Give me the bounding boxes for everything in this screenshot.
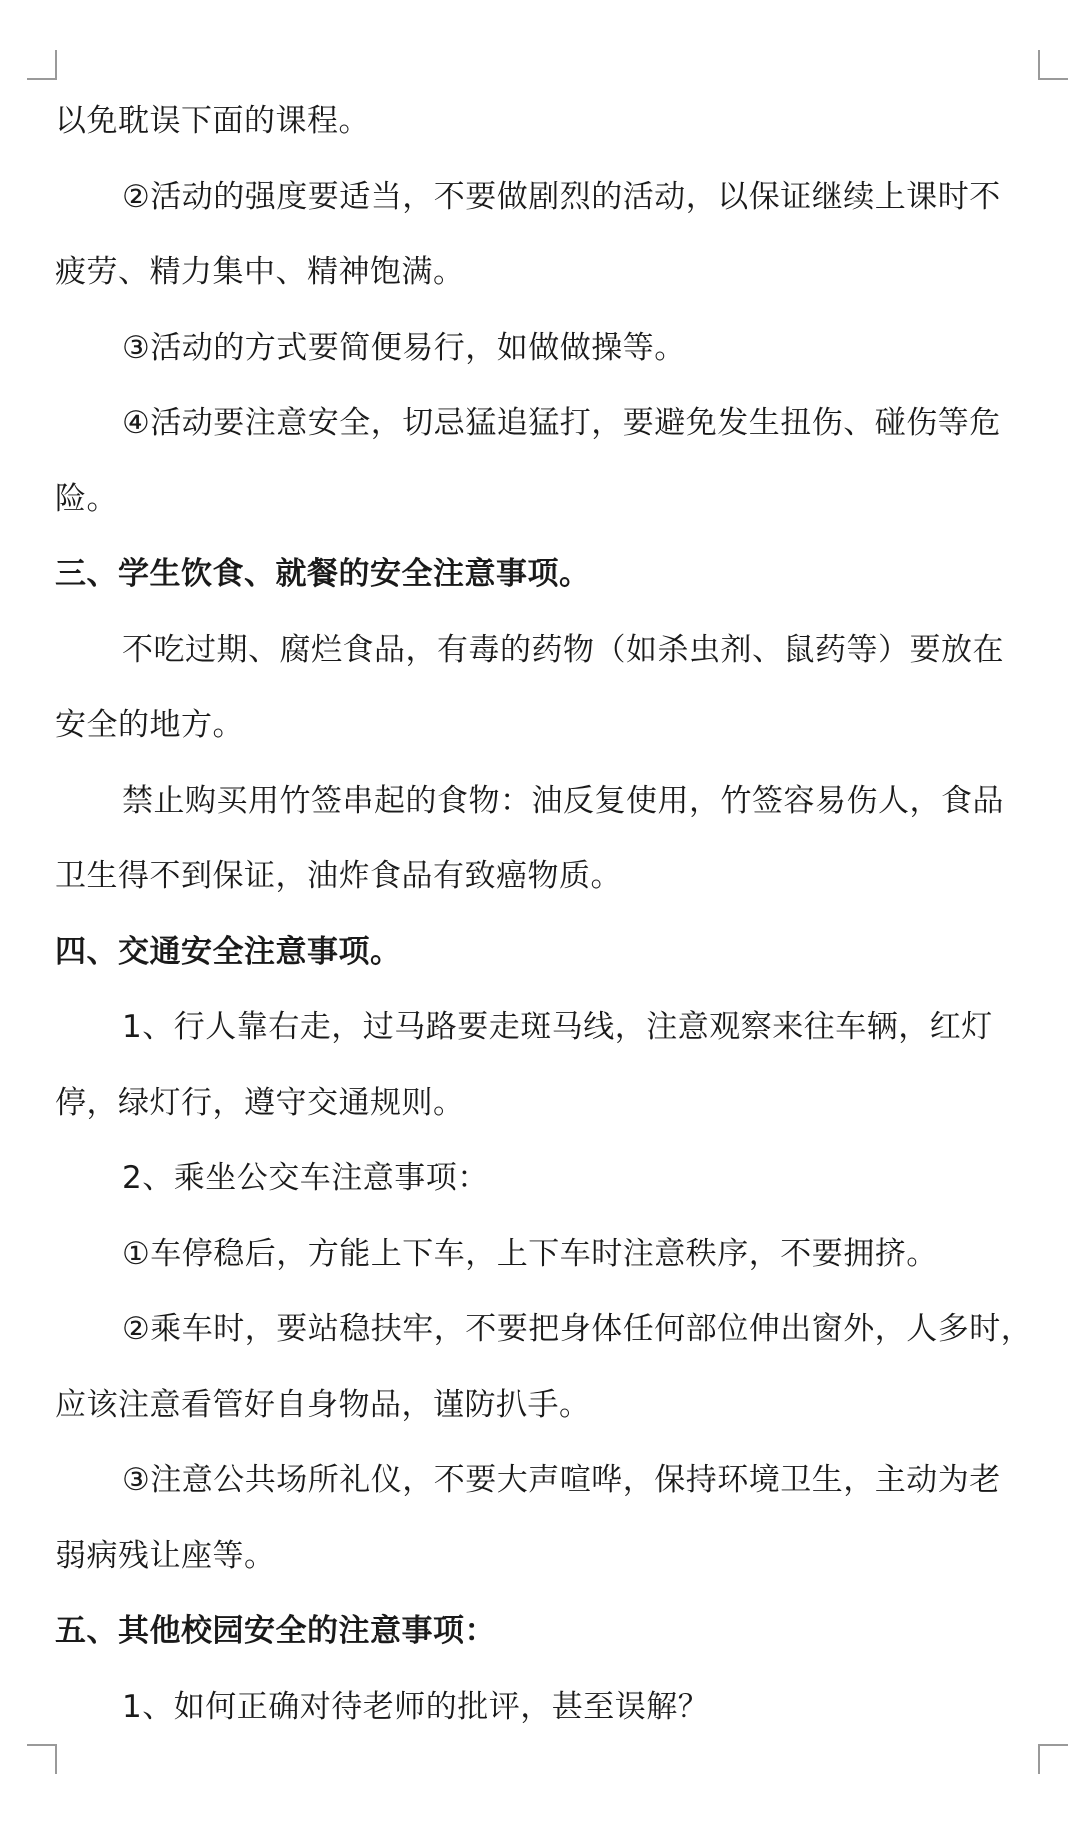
text-line: 2、乘坐公交车注意事项： <box>122 1160 489 1196</box>
text-line: 1、行人靠右走，过马路要走斑马线，注意观察来往车辆，红灯 <box>122 1009 993 1045</box>
text-line: ④活动要注意安全，切忌猛追猛打，要避免发生扭伤、碰伤等危 <box>122 405 1001 441</box>
text-line: ②活动的强度要适当，不要做剧烈的活动，以保证继续上课时不 <box>122 178 1001 215</box>
text-line: 1、如何正确对待老师的批评，甚至误解？ <box>122 1688 710 1725</box>
section-heading: 五、其他校园安全的注意事项： <box>55 1613 496 1649</box>
text-line: ②乘车时，要站稳扶牢，不要把身体任何部位伸出窗外，人多时， <box>122 1311 1033 1347</box>
text-line: 疲劳、精力集中、精神饱满。 <box>55 254 465 290</box>
text-line: ③活动的方式要简便易行，如做做操等。 <box>122 329 686 366</box>
text-line: 不吃过期、腐烂食品，有毒的药物（如杀虫剂、鼠药等）要放在 <box>122 631 1004 668</box>
corner-mark-bottom-right <box>1038 1744 1068 1774</box>
text-line: 弱病残让座等。 <box>55 1537 276 1574</box>
text-line: 险。 <box>55 480 118 517</box>
corner-mark-top-right <box>1038 50 1068 80</box>
corner-mark-bottom-left <box>27 1744 57 1774</box>
text-line: 以免耽误下面的课程。 <box>55 103 370 139</box>
corner-mark-top-left <box>27 50 57 80</box>
section-heading: 三、学生饮食、就餐的安全注意事项。 <box>55 556 591 592</box>
text-line: ①车停稳后，方能上下车，上下车时注意秩序，不要拥挤。 <box>122 1235 938 1272</box>
text-line: 停，绿灯行，遵守交通规则。 <box>55 1084 465 1121</box>
text-line: 安全的地方。 <box>55 707 244 743</box>
text-line: 卫生得不到保证，油炸食品有致癌物质。 <box>55 858 622 894</box>
section-heading: 四、交通安全注意事项。 <box>55 933 402 970</box>
text-line: 应该注意看管好自身物品，谨防扒手。 <box>55 1386 591 1423</box>
document-body <box>55 84 1040 1745</box>
text-line: ③注意公共场所礼仪，不要大声喧哗，保持环境卫生，主动为老 <box>122 1462 1001 1498</box>
text-line: 禁止购买用竹签串起的食物：油反复使用，竹签容易伤人，食品 <box>122 782 1004 819</box>
